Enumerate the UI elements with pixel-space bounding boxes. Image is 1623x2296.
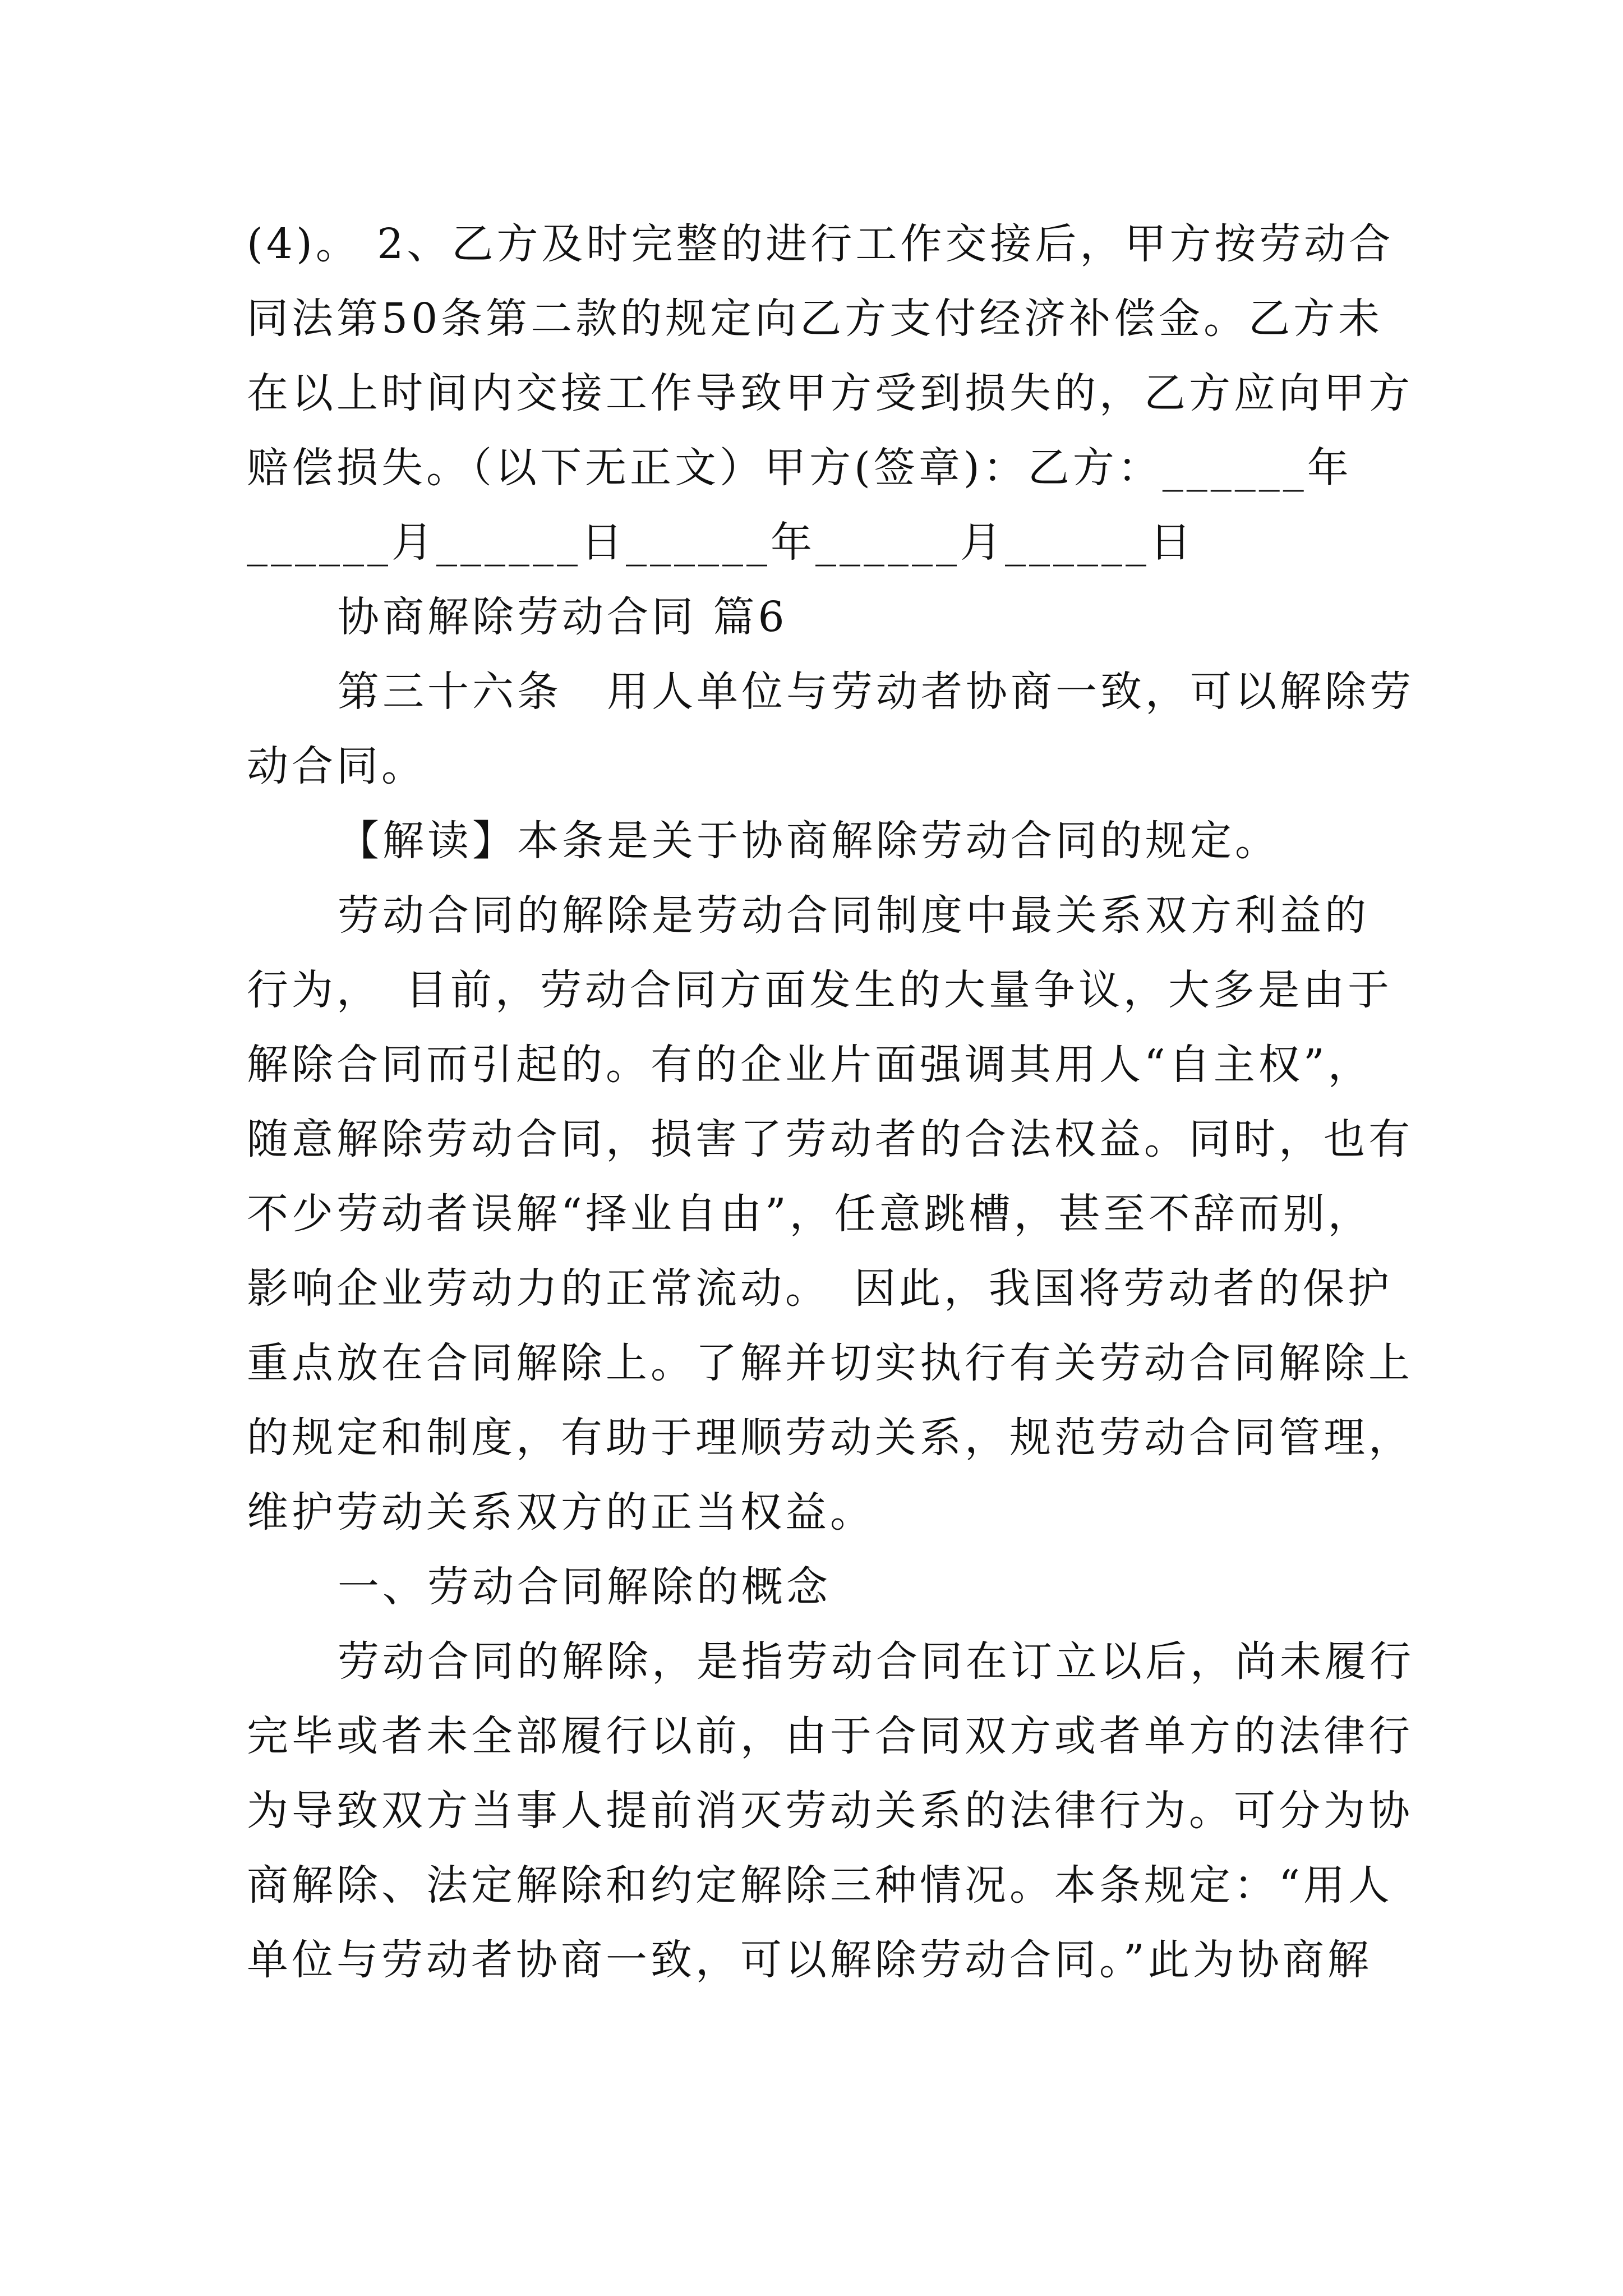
article-text: 动合同。: [247, 742, 426, 790]
text-line: ______月______日______年______月______日: [247, 518, 1195, 567]
paragraph-line: 劳动合同的解除是劳动合同制度中最关系双方利益的: [338, 891, 1370, 940]
paragraph-line: 商解除、法定解除和约定解除三种情况。本条规定：“用人: [247, 1861, 1393, 1910]
text-line: 赔偿损失。（以下无正文）甲方(签章)：乙方：______年: [247, 444, 1352, 492]
paragraph-line: 维护劳动关系双方的正当权益。: [247, 1488, 875, 1536]
section-heading: 协商解除劳动合同 篇6: [338, 593, 788, 641]
paragraph-line: 单位与劳动者协商一致，可以解除劳动合同。”此为协商解: [247, 1936, 1372, 1984]
paragraph-line: 劳动合同的解除，是指劳动合同在订立以后，尚未履行: [338, 1637, 1414, 1686]
paragraph-line: 的规定和制度，有助于理顺劳动关系，规范劳动合同管理，: [247, 1414, 1413, 1462]
paragraph-line: 完毕或者未全部履行以前，由于合同双方或者单方的法律行: [247, 1712, 1413, 1760]
paragraph-line: 为导致双方当事人提前消灭劳动关系的法律行为。可分为协: [247, 1787, 1413, 1835]
paragraph-line: 重点放在合同解除上。了解并切实执行有关劳动合同解除上: [247, 1339, 1413, 1387]
paragraph-line: 随意解除劳动合同，损害了劳动者的合法权益。同时，也有: [247, 1115, 1413, 1163]
paragraph-line: 解除合同而引起的。有的企业片面强调其用人“自主权”，: [247, 1041, 1373, 1089]
paragraph-line: 影响企业劳动力的正常流动。 因此，我国将劳动者的保护: [247, 1264, 1393, 1313]
paragraph-line: 不少劳动者误解“择业自由”，任意跳槽，甚至不辞而别，: [247, 1190, 1373, 1238]
subsection-heading: 一、劳动合同解除的概念: [338, 1563, 831, 1611]
text-line: 在以上时间内交接工作导致甲方受到损失的，乙方应向甲方: [247, 369, 1413, 417]
text-line: (4)。 2、乙方及时完整的进行工作交接后，甲方按劳动合: [247, 220, 1394, 268]
paragraph-line: 行为， 目前，劳动合同方面发生的大量争议，大多是由于: [247, 966, 1393, 1014]
interpretation-heading: 【解读】本条是关于协商解除劳动合同的规定。: [338, 817, 1280, 865]
article-text: 第三十六条 用人单位与劳动者协商一致，可以解除劳: [338, 668, 1414, 716]
text-line: 同法第50条第二款的规定向乙方支付经济补偿金。乙方未: [247, 295, 1384, 343]
